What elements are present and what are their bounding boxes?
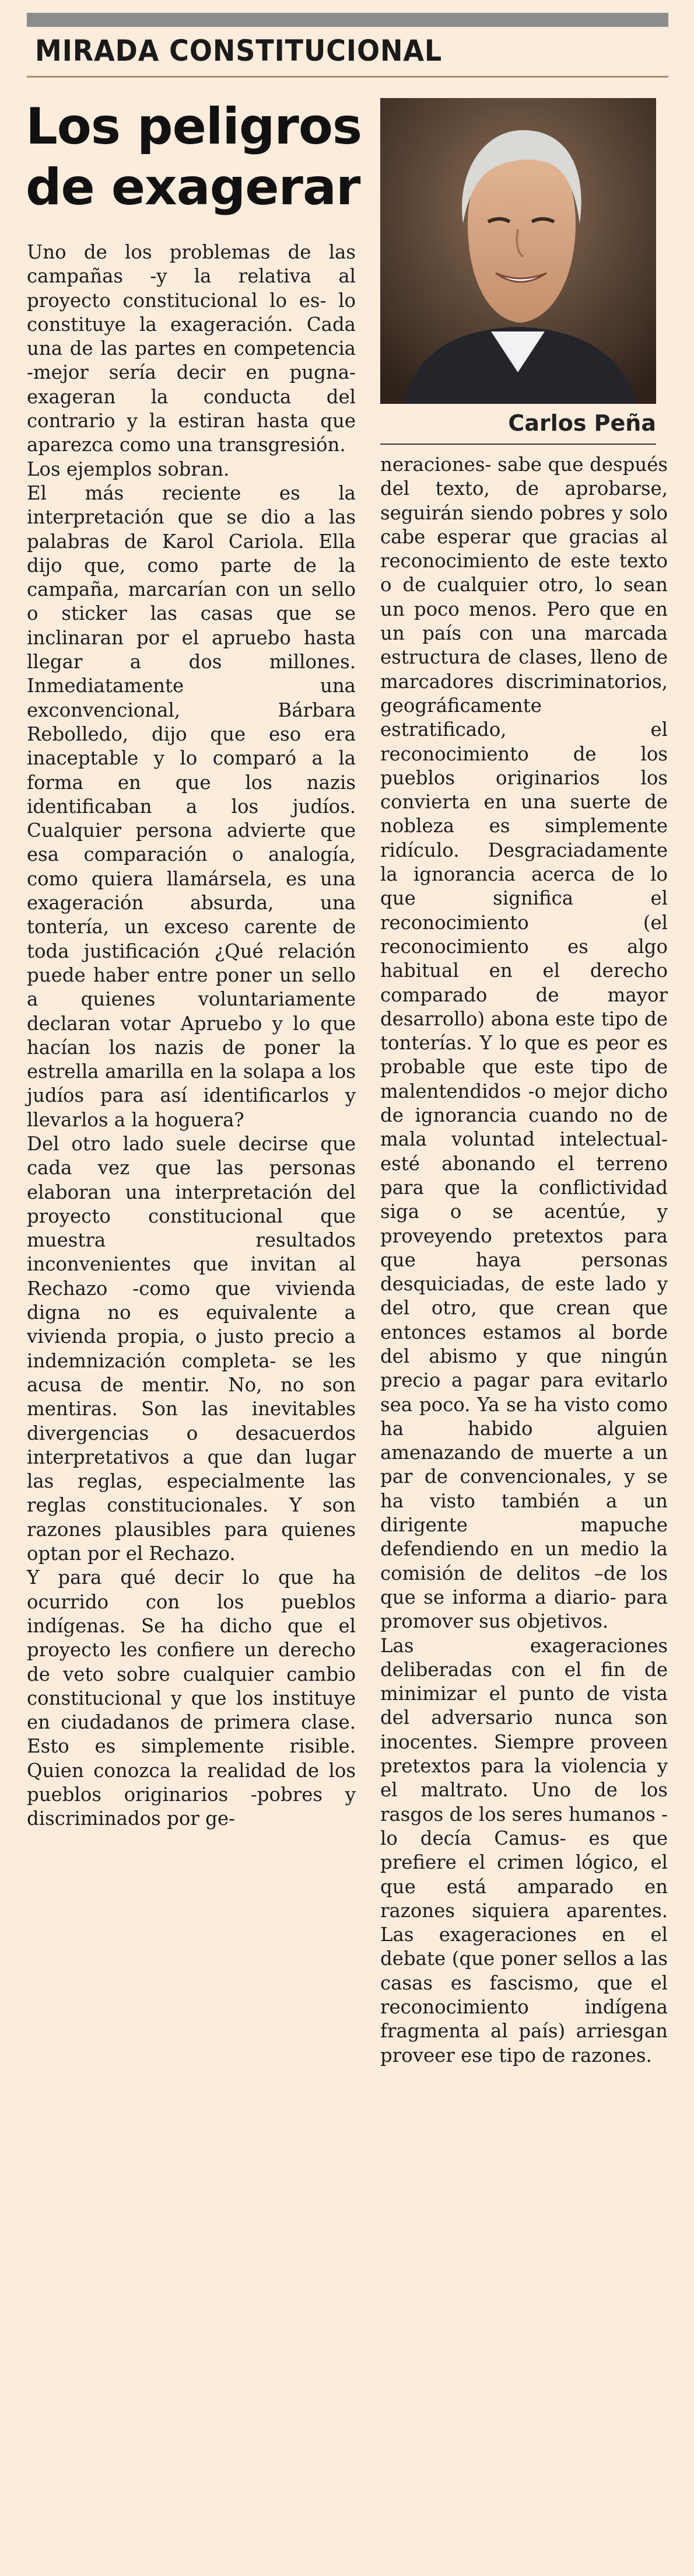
paragraph: neraciones- sabe que después del texto, de aprobarse, seguirán siendo pobres y solo cabe esperar que gracias al reconocimiento de este texto o de cualquier otro, lo sean un poco menos. Pero que en un país con una marcada estructura de clases, lleno de marcadores discriminatorios, geográficamente estratificado, el reconocimiento de los pueblos originarios los convierta en una suerte de nobleza es simplemente ridículo. Desgraciadamente la ignorancia acerca de lo que significa el reconocimiento (el reconocimiento es algo habitual en el derecho comparado de mayor desarrollo) abona este tipo de tonterías. Y lo que es peor es probable que este tipo de malentendidos -o mejor dicho de ignorancia cuando no de mala voluntad intelectual- esté abonando el terreno para que la conflictividad siga o se acentúe, y proveyendo pretextos para que haya personas desquiciadas, de este lado y del otro, que crean que entonces estamos al borde del abismo y que ningún precio a pagar para evitarlo sea poco. Ya se ha visto como ha habido alguien amenazando de muerte a un par de convencionales, y se ha visto también a un dirigente mapuche defendiendo en un medio la comisión de delitos –de los que se informa a diario- para promover sus objetivos. (380, 453, 668, 1633)
paragraph: Las exageraciones deliberadas con el fin de minimizar el punto de vista del adversario nunca son inocentes. Siempre proveen pretextos para la violencia y el maltrato. Uno de los rasgos de los seres humanos -lo decía Camus- es que prefiere el crimen lógico, el que está amparado en razones siquiera aparentes. Las exageraciones en el debate (que poner sellos a las casas es fascismo, que el reconocimiento indígena fragmenta al país) arriesgan proveer ese tipo de razones. (380, 1634, 668, 2067)
byline-divider (380, 444, 656, 445)
top-rule (27, 13, 668, 27)
article-column-left (27, 240, 356, 1831)
author-byline: Carlos Peña (508, 410, 656, 436)
header-divider (27, 76, 668, 78)
paragraph: Del otro lado suele decirse que cada vez que las personas elaboran una interpretación del proyecto constitucional que muestra resultados inconvenientes que invitan al Rechazo -como que vivienda digna no es equivalente a vivienda propia, o justo precio a indemnización completa- se les acusa de mentir. No, no son mentiras. Son las inevitables divergencias o desacuerdos interpretativos a que dan lugar las reglas, especialmente las reglas constitucionales. Y son razones plausibles para quienes optan por el Rechazo. (27, 1132, 356, 1565)
paragraph: Los ejemplos sobran. (27, 458, 230, 480)
section-header: MIRADA CONSTITUCIONAL (35, 34, 443, 68)
article-column-right (380, 453, 668, 2068)
article-title: Los peligros de exagerar (26, 97, 362, 217)
paragraph: El más reciente es la interpretación que se dio a las palabras de Karol Cariola. Ella dijo que, como parte de la campaña, marcarían con un sello o sticker las casas que se inclinaran por el apruebo hasta llegar a dos millones. Inmediatamente una exconvencional, Bárbara Rebolledo, dijo que eso era inaceptable y lo comparó a la forma en que los nazis identificaban a los judíos. Cualquier persona advierte que esa comparación o analogía, como quiera llamársela, es una exageración absurda, una tontería, un exceso carente de toda justificación ¿Qué relación puede haber entre poner un sello a quienes voluntariamente declaran votar Apruebo y lo que hacían los nazis de poner la estrella amarilla en la solapa a los judíos para así identificarlos y llevarlos a la hoguera? (27, 481, 356, 1131)
paragraph: Uno de los problemas de las campañas -y la relativa al proyecto constitucional lo es- lo constituye la exageración. Cada una de las partes en competencia -mejor sería decir en pugna- exageran la conducta del contrario y la estiran hasta que aparezca como una transgresión. (27, 241, 356, 456)
author-portrait-icon (380, 98, 656, 404)
paragraph: Y para qué decir lo que ha ocurrido con los pueblos indígenas. Se ha dicho que el proyecto les confiere un derecho de veto sobre cualquier cambio constitucional y que los instituye en ciudadanos de primera clase. Esto es simplemente risible. Quien conozca la realidad de los pueblos originarios -pobres y discriminados por ge- (27, 1566, 356, 1830)
